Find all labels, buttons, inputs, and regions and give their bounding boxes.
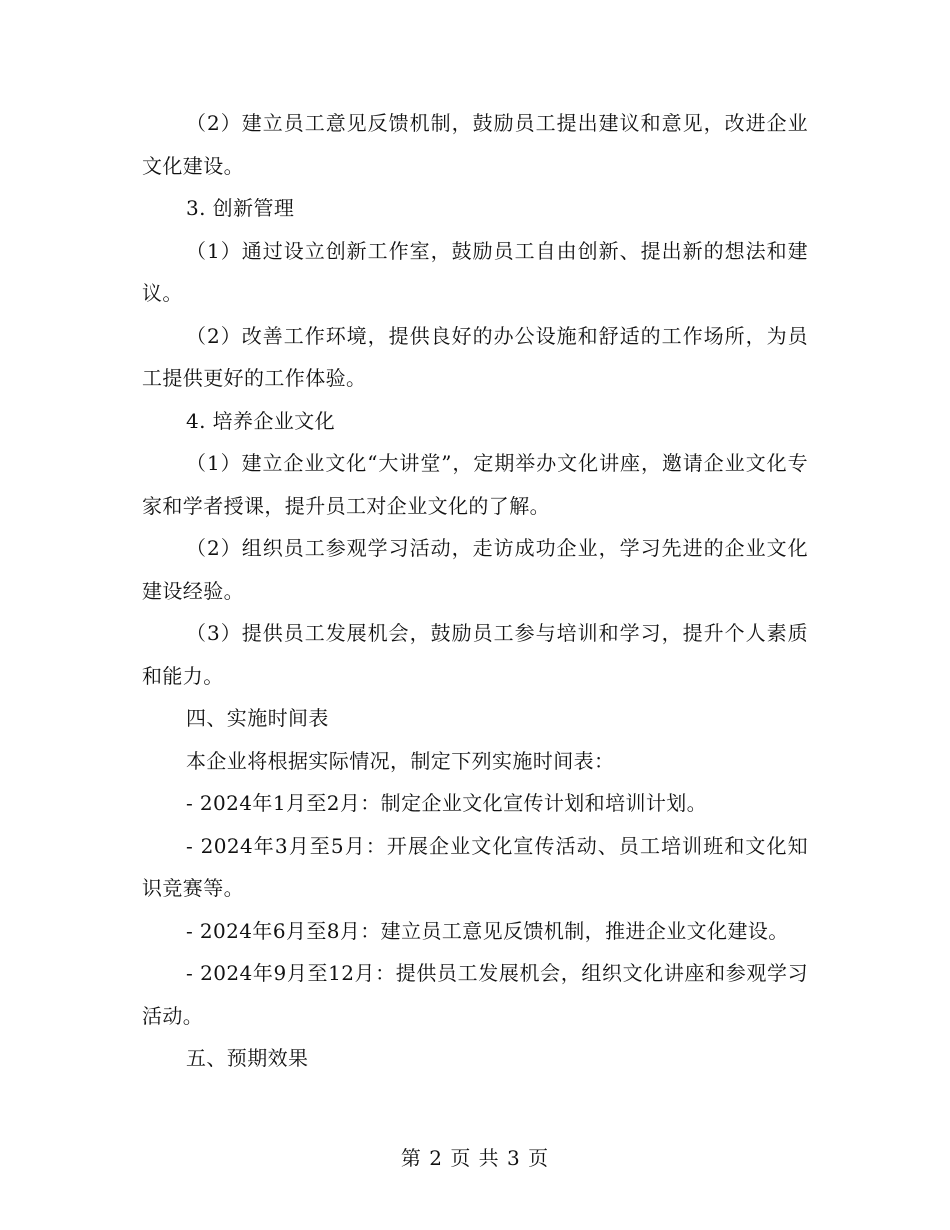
heading-implementation-schedule: 四、实施时间表: [186, 706, 329, 730]
heading-expected-results: 五、预期效果: [186, 1046, 309, 1070]
paragraph-study-visits: （2）组织员工参观学习活动，走访成功企业，学习先进的企业文化建设经验。: [142, 536, 808, 603]
paragraph-development-opportunities: （3）提供员工发展机会，鼓励员工参与培训和学习，提升个人素质和能力。: [142, 621, 808, 688]
paragraph-work-environment: （2）改善工作环境，提供良好的办公设施和舒适的工作场所，为员工提供更好的工作体验。: [142, 323, 808, 390]
paragraph-feedback-mechanism: （2）建立员工意见反馈机制，鼓励员工提出建议和意见，改进企业文化建设。: [142, 111, 808, 178]
paragraph-innovation-studio: （1）通过设立创新工作室，鼓励员工自由创新、提出新的想法和建议。: [142, 238, 808, 305]
paragraph-schedule-intro: 本企业将根据实际情况，制定下列实施时间表：: [186, 748, 615, 773]
heading-innovation-management: 3. 创新管理: [186, 196, 295, 220]
schedule-item-mar-may: - 2024年3月至5月：开展企业文化宣传活动、员工培训班和文化知识竞赛等。: [142, 833, 808, 900]
heading-cultivate-culture: 4. 培养企业文化: [186, 408, 336, 433]
document-body: [142, 102, 808, 1080]
page-number-footer: 第 2 页 共 3 页: [400, 1146, 550, 1170]
schedule-item-jan-feb: - 2024年1月至2月：制定企业文化宣传计划和培训计划。: [186, 791, 708, 815]
schedule-item-sep-dec: - 2024年9月至12月：提供员工发展机会，组织文化讲座和参观学习活动。: [142, 961, 808, 1028]
paragraph-lecture-hall: （1）建立企业文化“大讲堂”，定期举办文化讲座，邀请企业文化专家和学者授课，提升员工对企业文化的了解。: [142, 451, 808, 518]
schedule-item-jun-aug: - 2024年6月至8月：建立员工意见反馈机制，推进企业文化建设。: [186, 918, 789, 943]
